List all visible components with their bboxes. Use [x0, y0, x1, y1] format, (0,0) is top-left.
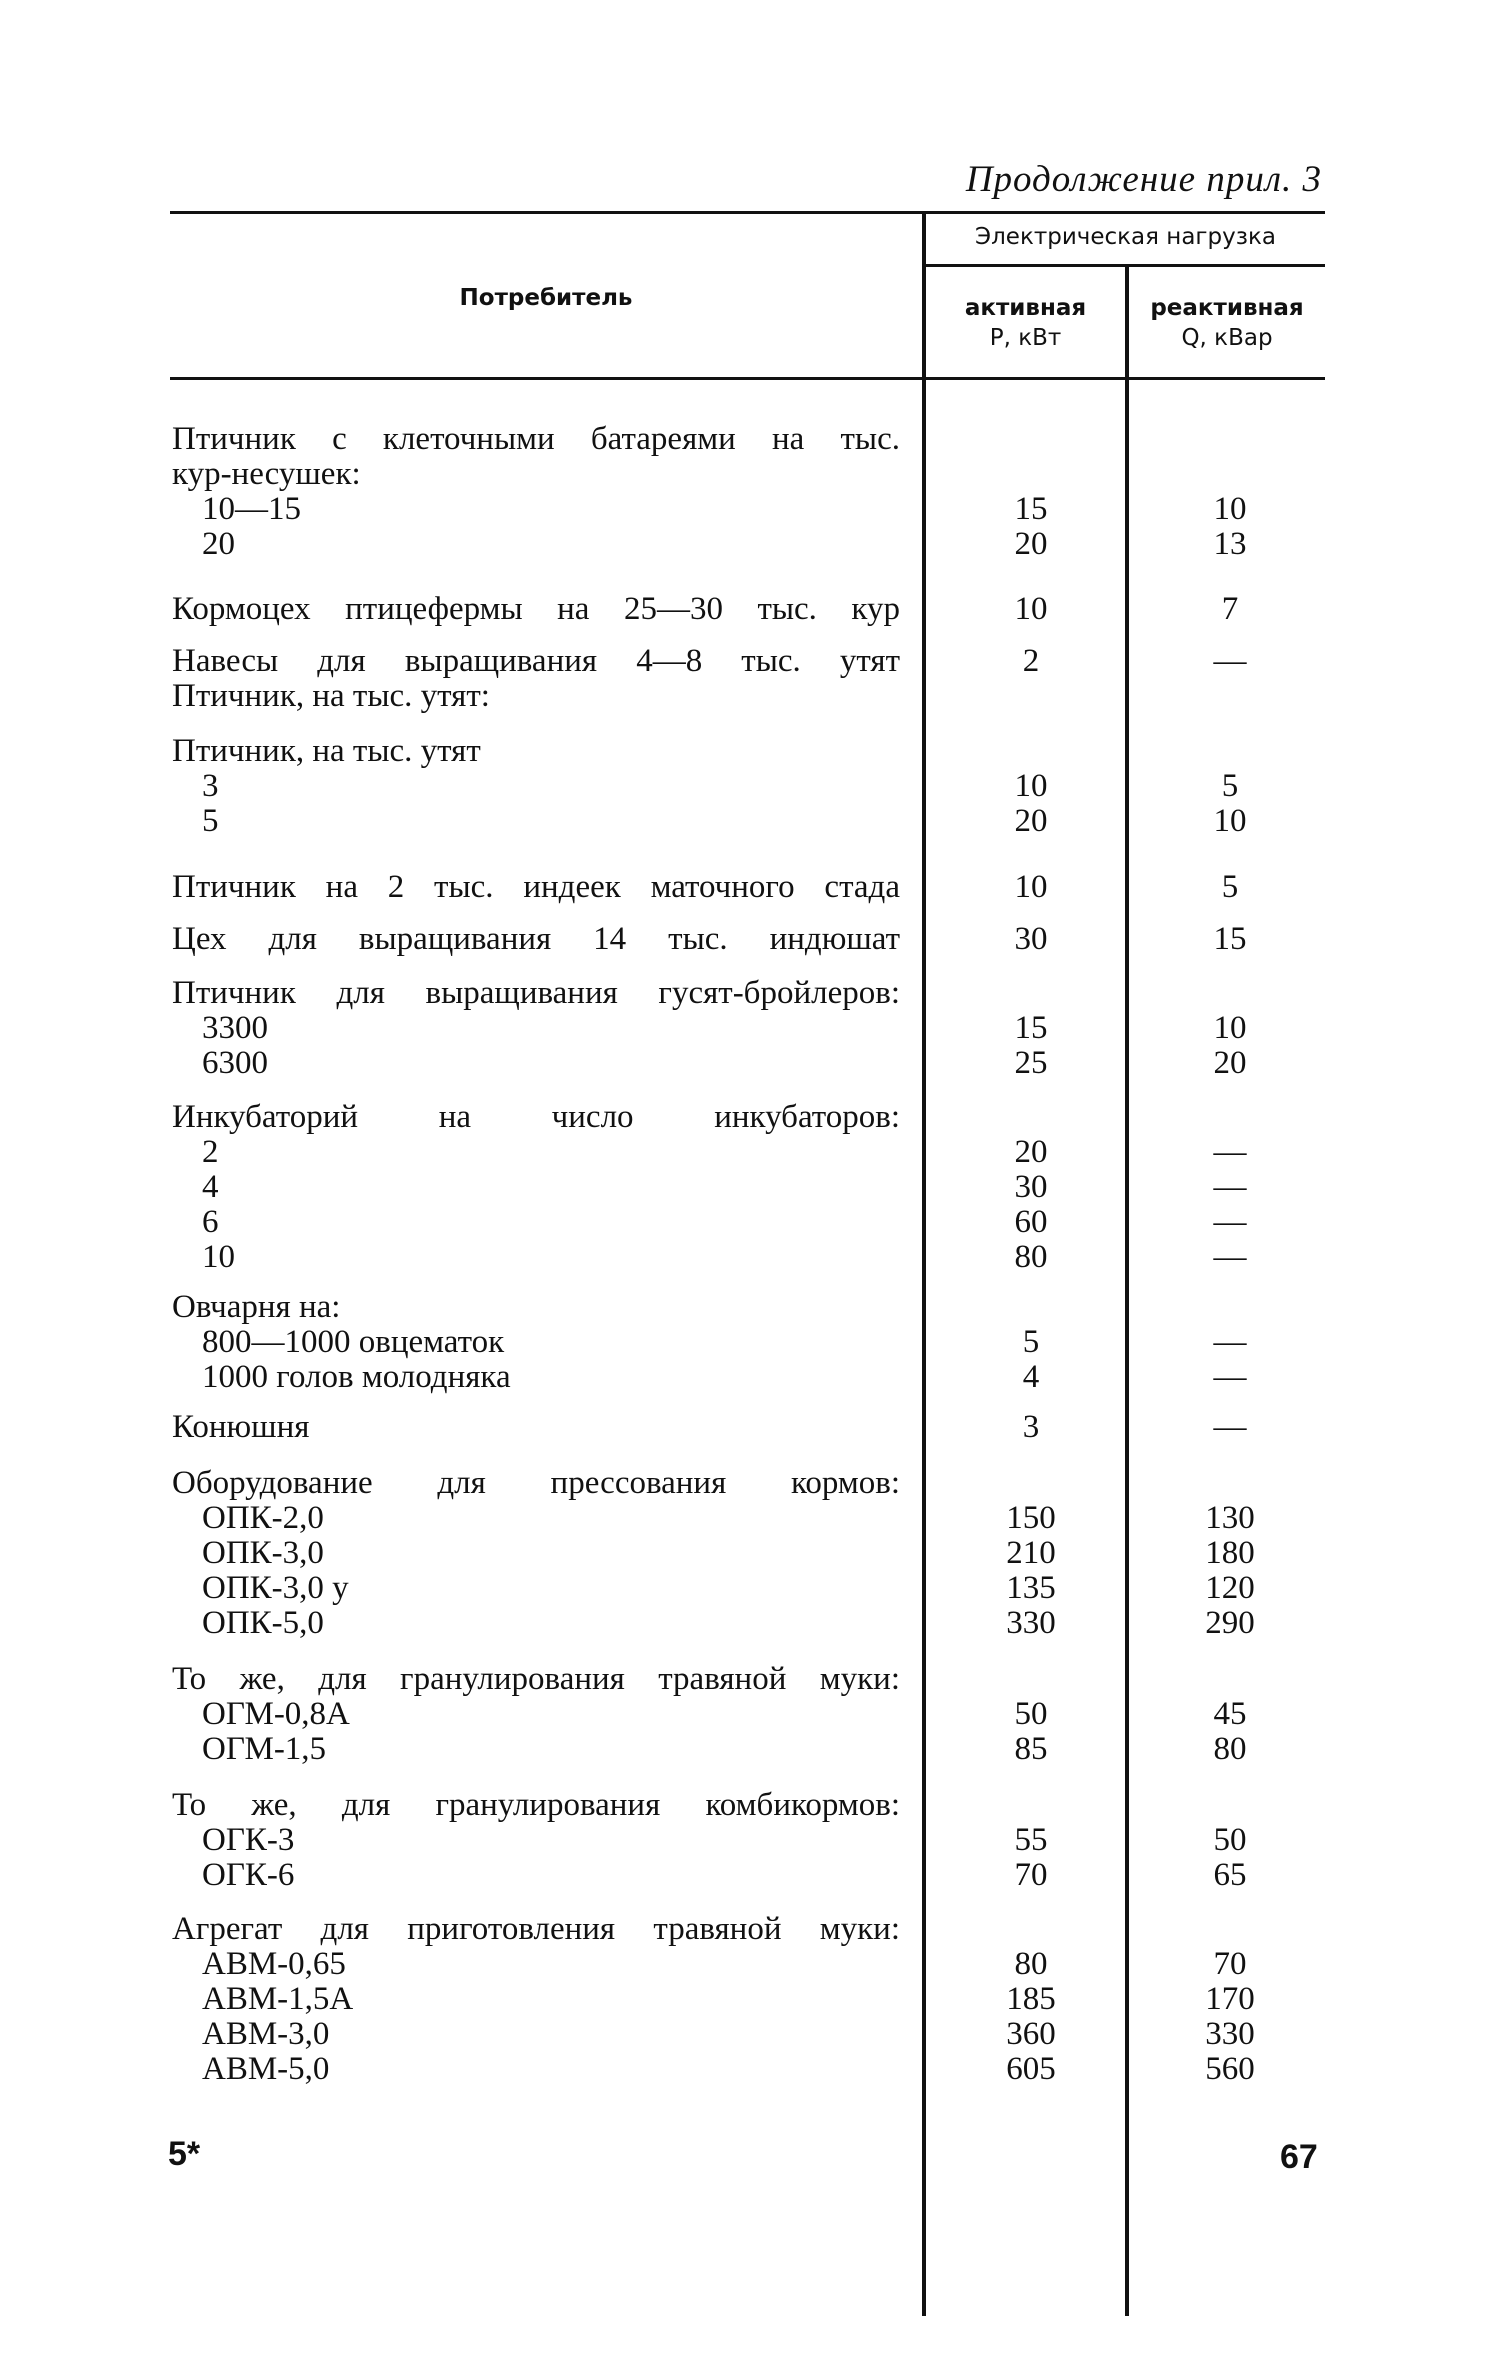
reactive-power-value: —	[1213, 1324, 1247, 1360]
active-power-value: 70	[1014, 1857, 1048, 1893]
reactive-power-value: 5	[1221, 869, 1239, 905]
consumer-label-line: 3300	[202, 1010, 268, 1046]
active-power-cell	[926, 1662, 1136, 1767]
active-power-cell	[926, 1788, 1136, 1893]
reactive-power-value: —	[1213, 1239, 1247, 1275]
consumer-label-line: ОПК-3,0	[202, 1535, 324, 1571]
reactive-power-value	[1135, 1100, 1325, 1135]
active-power-value: 360	[1006, 2016, 1056, 2052]
consumer-label-line: Инкубаторий на число инкубаторов:	[172, 1099, 900, 1135]
consumer-label-line: 10	[202, 1239, 235, 1275]
consumer-label	[172, 592, 900, 627]
reactive-power-cell	[1135, 1788, 1325, 1893]
reactive-power-value	[1135, 1788, 1325, 1823]
reactive-power-value: 5	[1221, 768, 1239, 804]
consumer-label-line: АВМ-5,0	[202, 2051, 330, 2087]
consumer-label-line: Кормоцех птицефермы на 25—30 тыс. кур	[172, 591, 900, 627]
consumer-label	[172, 734, 900, 839]
reactive-power-value: 290	[1205, 1605, 1255, 1641]
header-reactive	[1129, 293, 1325, 353]
reactive-power-cell	[1135, 734, 1325, 839]
reactive-power-value: 15	[1213, 921, 1247, 957]
consumer-label-line: 3	[202, 768, 219, 804]
active-power-value: 60	[1014, 1204, 1048, 1240]
reactive-power-cell	[1135, 1466, 1325, 1641]
reactive-power-cell	[1135, 1662, 1325, 1767]
active-power-value: 10	[1014, 591, 1048, 627]
active-power-value: 30	[1014, 921, 1048, 957]
reactive-power-value: 13	[1213, 526, 1247, 562]
consumer-label	[172, 1466, 900, 1641]
active-power-value: 20	[1014, 803, 1048, 839]
reactive-power-value	[1135, 734, 1325, 769]
active-power-value	[926, 734, 1136, 769]
consumer-label	[172, 644, 900, 714]
active-power-cell	[926, 1100, 1136, 1275]
reactive-power-value: 45	[1213, 1696, 1247, 1732]
consumer-label-line: ОГМ-1,5	[202, 1731, 327, 1767]
consumer-label-line: АВМ-3,0	[202, 2016, 330, 2052]
active-power-value: 5	[1022, 1324, 1040, 1360]
active-power-value: 3	[1022, 1409, 1040, 1445]
active-power-value	[926, 1662, 1136, 1697]
continuation-header: Продолжение прил. 3	[965, 159, 1322, 200]
consumer-label	[172, 1662, 900, 1767]
active-power-value: 185	[1006, 1981, 1056, 2017]
active-power-cell	[926, 592, 1136, 627]
consumer-label-line: ОПК-3,0 у	[202, 1570, 349, 1606]
consumer-label-line: Птичник, на тыс. утят	[172, 733, 481, 769]
active-power-value: 150	[1006, 1500, 1056, 1536]
active-power-value: 55	[1014, 1822, 1048, 1858]
reactive-power-value	[1135, 976, 1325, 1011]
reactive-power-cell	[1135, 870, 1325, 905]
reactive-power-value: 180	[1205, 1535, 1255, 1571]
signature-mark: 5*	[168, 2135, 201, 2173]
consumer-label	[172, 922, 900, 957]
active-power-cell	[926, 1410, 1136, 1445]
reactive-power-value: 10	[1213, 491, 1247, 527]
reactive-power-value: —	[1213, 1359, 1247, 1395]
active-power-value: 2	[1022, 643, 1040, 679]
reactive-power-value: 130	[1205, 1500, 1255, 1536]
active-power-value	[926, 1466, 1136, 1501]
consumer-label-line: Овчарня на:	[172, 1289, 341, 1325]
reactive-power-value: 330	[1205, 2016, 1255, 2052]
consumer-label-line: Птичник с клеточными батареями на тыс.	[172, 421, 900, 457]
reactive-power-value	[1135, 679, 1325, 714]
header-bottom-rule	[170, 377, 1325, 380]
header-electric-load: Электрическая нагрузка	[975, 224, 1276, 250]
reactive-power-value	[1135, 457, 1325, 492]
header-reactive-name: реактивная	[1150, 295, 1304, 321]
reactive-power-value	[1135, 422, 1325, 457]
reactive-power-cell	[1135, 922, 1325, 957]
header-active-unit: P, кВт	[989, 325, 1062, 351]
table-top-rule	[170, 211, 1325, 214]
active-power-cell	[926, 976, 1136, 1081]
active-power-value: 30	[1014, 1169, 1048, 1205]
consumer-label-line: То же, для гранулирования травяной муки:	[172, 1661, 900, 1697]
active-power-value: 330	[1006, 1605, 1056, 1641]
consumer-label-line: ОПК-2,0	[202, 1500, 324, 1536]
consumer-label-line: 6300	[202, 1045, 268, 1081]
active-power-cell	[926, 922, 1136, 957]
active-power-value: 20	[1014, 1134, 1048, 1170]
header-active-name: активная	[964, 295, 1087, 321]
active-power-value: 15	[1014, 491, 1048, 527]
consumer-label-line: кур-несушек:	[172, 456, 361, 492]
reactive-power-value: 50	[1213, 1822, 1247, 1858]
consumer-label-line: Оборудование для прессования кормов:	[172, 1465, 900, 1501]
consumer-label-line: АВМ-0,65	[202, 1946, 346, 1982]
reactive-power-value: —	[1213, 1169, 1247, 1205]
consumer-label-line: 800—1000 овцематок	[202, 1324, 505, 1360]
reactive-power-cell	[1135, 976, 1325, 1081]
reactive-power-value: 10	[1213, 803, 1247, 839]
reactive-power-value: 10	[1213, 1010, 1247, 1046]
reactive-power-value	[1135, 1290, 1325, 1325]
active-power-value: 25	[1014, 1045, 1048, 1081]
consumer-label-line: То же, для гранулирования комбикормов:	[172, 1787, 900, 1823]
consumer-label-line: 2	[202, 1134, 219, 1170]
active-power-value: 15	[1014, 1010, 1048, 1046]
consumer-label	[172, 1788, 900, 1893]
active-power-value: 80	[1014, 1239, 1048, 1275]
header-active	[926, 293, 1125, 353]
consumer-label	[172, 1100, 900, 1275]
consumer-label-line: Птичник для выращивания гусят-бройлеров:	[172, 975, 900, 1011]
header-consumer: Потребитель	[459, 285, 633, 311]
consumer-label	[172, 1290, 900, 1395]
consumer-label-line: ОГК-3	[202, 1822, 295, 1858]
consumer-label	[172, 422, 900, 562]
reactive-power-value: 170	[1205, 1981, 1255, 2017]
reactive-power-value: 80	[1213, 1731, 1247, 1767]
active-power-cell	[926, 1466, 1136, 1641]
active-power-value	[926, 1788, 1136, 1823]
consumer-label	[172, 1912, 900, 2087]
consumer-label-line: Цех для выращивания 14 тыс. индюшат	[172, 921, 900, 957]
active-power-value	[926, 1912, 1136, 1947]
consumer-label-line: 20	[202, 526, 235, 562]
consumer-label-line: ОПК-5,0	[202, 1605, 324, 1641]
reactive-power-value: —	[1213, 643, 1247, 679]
reactive-power-value: —	[1213, 1204, 1247, 1240]
reactive-power-value	[1135, 1662, 1325, 1697]
reactive-power-cell	[1135, 1912, 1325, 2087]
reactive-power-value	[1135, 1912, 1325, 1947]
active-power-value: 4	[1022, 1359, 1040, 1395]
active-power-value	[926, 679, 1136, 714]
consumer-label-line: 6	[202, 1204, 219, 1240]
active-power-value	[926, 1290, 1136, 1325]
reactive-power-cell	[1135, 644, 1325, 714]
consumer-label-line: Навесы для выращивания 4—8 тыс. утят	[172, 643, 900, 679]
reactive-power-value	[1135, 1466, 1325, 1501]
header-reactive-unit: Q, кВар	[1181, 325, 1273, 351]
reactive-power-value: 65	[1213, 1857, 1247, 1893]
reactive-power-cell	[1135, 1410, 1325, 1445]
active-power-value: 10	[1014, 768, 1048, 804]
reactive-power-value: 70	[1213, 1946, 1247, 1982]
active-power-cell	[926, 734, 1136, 839]
reactive-power-cell	[1135, 422, 1325, 562]
reactive-power-value: 560	[1205, 2051, 1255, 2087]
active-power-value: 135	[1006, 1570, 1056, 1606]
consumer-label	[172, 976, 900, 1081]
reactive-power-cell	[1135, 592, 1325, 627]
active-power-cell	[926, 1912, 1136, 2087]
reactive-power-value: —	[1213, 1409, 1247, 1445]
consumer-label-line: 5	[202, 803, 219, 839]
reactive-power-cell	[1135, 1290, 1325, 1395]
active-power-value: 80	[1014, 1946, 1048, 1982]
active-power-value: 605	[1006, 2051, 1056, 2087]
consumer-label-line: 4	[202, 1169, 219, 1205]
active-power-value: 20	[1014, 526, 1048, 562]
active-power-cell	[926, 870, 1136, 905]
active-power-value	[926, 976, 1136, 1011]
active-power-value	[926, 1100, 1136, 1135]
active-power-value	[926, 457, 1136, 492]
reactive-power-cell	[1135, 1100, 1325, 1275]
consumer-label-line: 1000 голов молодняка	[202, 1359, 511, 1395]
active-power-value: 85	[1014, 1731, 1048, 1767]
consumer-label-line: Конюшня	[172, 1409, 310, 1445]
reactive-power-value: 7	[1221, 591, 1239, 627]
consumer-label	[172, 1410, 900, 1445]
consumer-label-line: ОГК-6	[202, 1857, 295, 1893]
consumer-label-line: АВМ-1,5А	[202, 1981, 354, 2017]
consumer-label-line: Птичник на 2 тыс. индеек маточного стада	[172, 869, 900, 905]
active-power-cell	[926, 1290, 1136, 1395]
consumer-label-line: 10—15	[202, 491, 301, 527]
consumer-label-line: Агрегат для приготовления травяной муки:	[172, 1911, 900, 1947]
active-power-value	[926, 422, 1136, 457]
consumer-label-line: ОГМ-0,8А	[202, 1696, 350, 1732]
consumer-label-line: Птичник, на тыс. утят:	[172, 678, 490, 714]
active-power-cell	[926, 644, 1136, 714]
page-number: 67	[1280, 2138, 1318, 2176]
reactive-power-value: 20	[1213, 1045, 1247, 1081]
active-power-value: 50	[1014, 1696, 1048, 1732]
active-power-value: 210	[1006, 1535, 1056, 1571]
active-power-value: 10	[1014, 869, 1048, 905]
reactive-power-value: —	[1213, 1134, 1247, 1170]
reactive-power-value: 120	[1205, 1570, 1255, 1606]
active-power-cell	[926, 422, 1136, 562]
consumer-label	[172, 870, 900, 905]
